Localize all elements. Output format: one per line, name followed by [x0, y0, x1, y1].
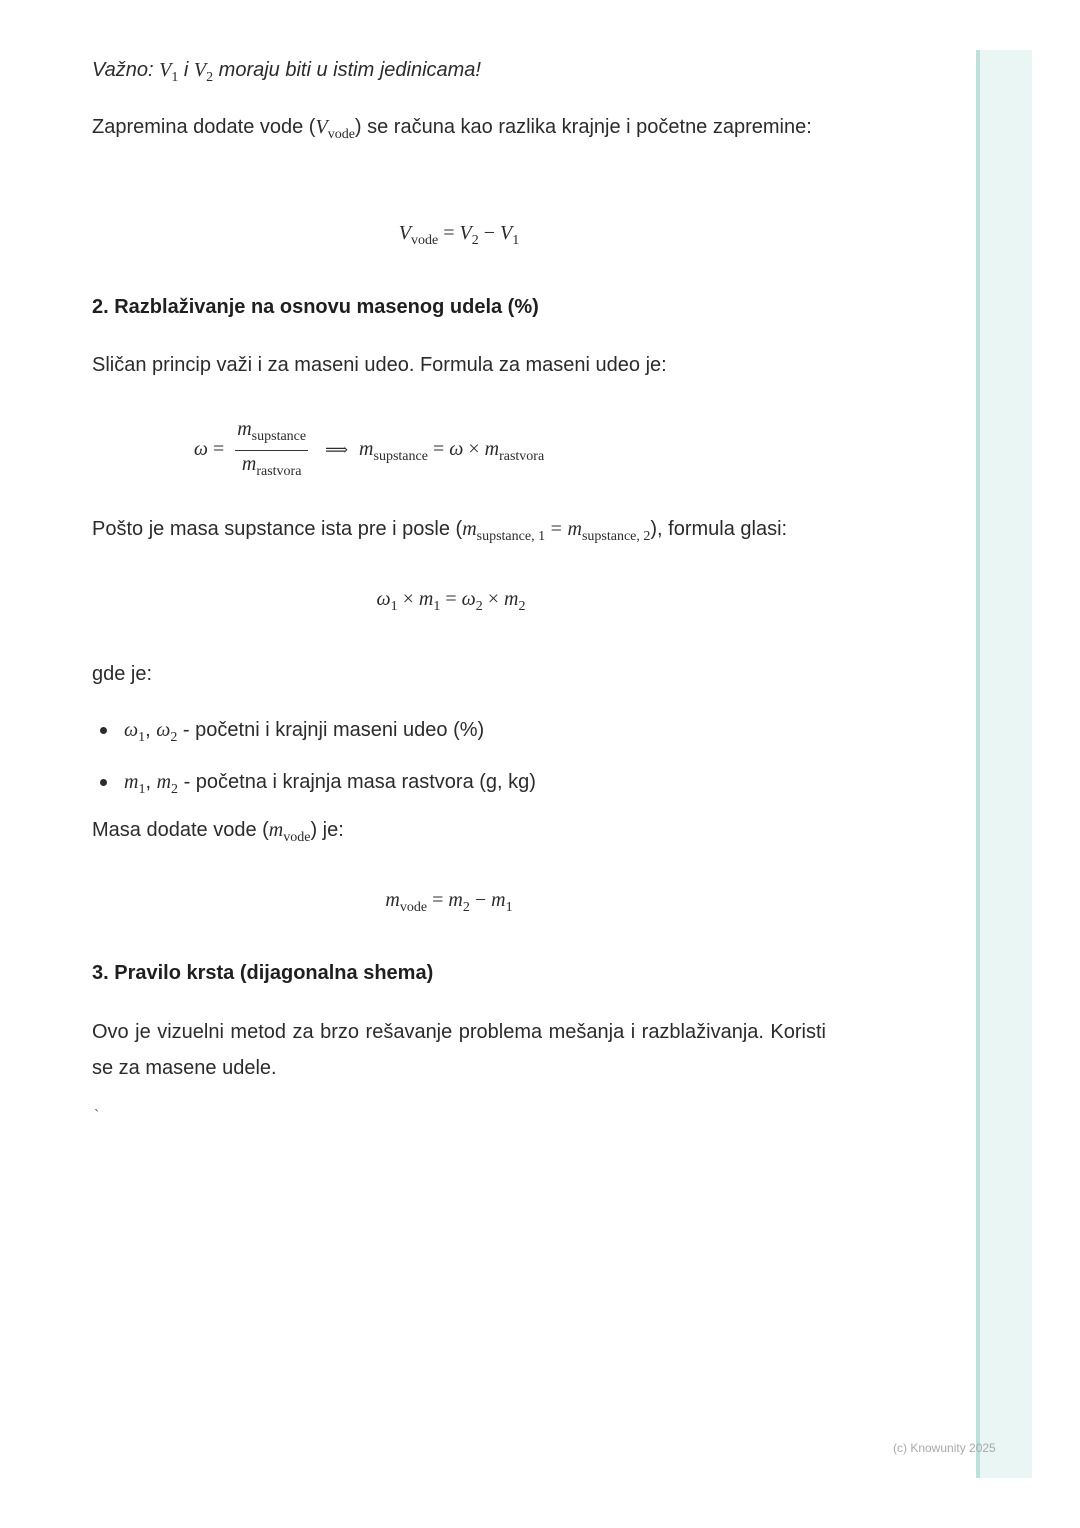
added-water-paragraph: Masa dodate vode $(m_{vode})$ je: [92, 819, 344, 845]
water-volume-paragraph: Zapremina dodate vode $(V_{vode})$ se računa kao razlika krajnje i početne zapremine: [92, 116, 812, 142]
copyright-footer: (c) Knowunity 2025 [893, 1441, 996, 1455]
water-mass-equation: $m_{vode} = m_2 - m_1$ [385, 889, 513, 915]
where-label: gde je: [92, 663, 153, 685]
side-decoration [976, 50, 1032, 1478]
stray-mark: ` [94, 1108, 100, 1125]
same-mass-paragraph: Pošto je masa supstance ista pre i posle $(m_{supstance, 1} = m_{supstance, 2})$, formula glasi: [92, 518, 788, 544]
list-item: $m_1$, $m_2$ - početna i krajnja masa rastvora (g, kg) [92, 760, 826, 812]
dilution-mass-equation: $\omega_1 \times m_1 = \omega_2 \times m_2$ [376, 588, 526, 614]
section-2-intro: Sličan princip važi i za maseni udeo. Formula za maseni udeo je: [92, 354, 667, 376]
mass-fraction-formula: ω = $\frac{m_{supstance}}{m_{rastvora}}$ ⟹ $m_{supstance} = \omega \times m_{rastvora}$ [2, 418, 736, 483]
bullet-icon [100, 727, 107, 734]
section-3-heading: 3. Pravilo krsta (dijagonalna shema) [92, 962, 434, 984]
variables-list [92, 708, 826, 812]
section-3-text: Ovo je vizuelni metod za brzo rešavanje problema mešanja i razblaživanja. Koristi se za masene udele. [92, 1021, 826, 1079]
section-2-heading: 2. Razblaživanje na osnovu masenog udela (%) [92, 296, 539, 318]
bullet-icon [100, 779, 107, 786]
fraction: $\frac{m_{supstance}}{m_{rastvora}}$ [237, 418, 307, 479]
list-item: $\omega_1$, $\omega_2$ - početni i krajnji maseni udeo (%) [92, 708, 826, 760]
units-note: Važno: $V_1$ i $V_2$ moraju biti u istim jedinicama! [92, 59, 481, 85]
volume-equation: $V_{vode} = V_2 - V_1$ [398, 222, 520, 248]
